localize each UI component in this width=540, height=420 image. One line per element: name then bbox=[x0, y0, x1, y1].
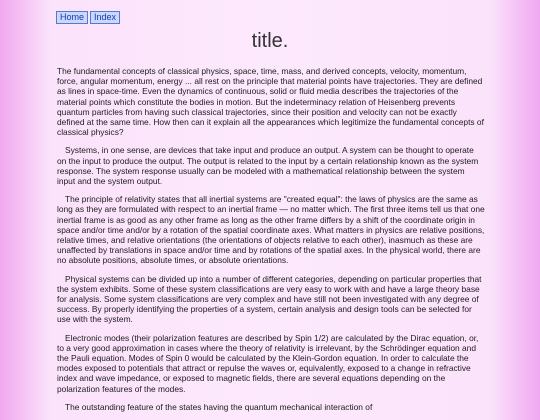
paragraph: The fundamental concepts of classical physics, space, time, mass, and derived concepts, velocity, momentum, force, angular momentum, energy ... all rest on the principle that material points have trajectories. They are defined as lines in space-time. Even the dynamics of continuous, solid or fluid media describes the trajectories of the material points which constitute the bodies in motion. But the indeterminacy relation of Heisenberg prevents quantum particles from having such classical trajectories, since their position and velocity can not be exactly defined at the same time. How then can it explain all the appearances which legitimize the fundamental concepts of classical physics? bbox=[57, 66, 484, 138]
paragraph: Physical systems can be divided up into a number of different categories, depending on particular properties that the system exhibits. Some of these system classifications are very easy to work with and have a large theory base for analysis. Some system classifications are very complex and have still not been investigated with any degree of success. By properly identifying the properties of a system, certain analysis and design tools can be selected for use with the system. bbox=[57, 273, 482, 325]
paragraph: Systems, in one sense, are devices that take input and produce an output. A system can be thought to operate on the input to produce the output. The output is related to the input by a certain relationship known as the system response. The system response usually can be modeled with a mathematical relationship between the system input and the system output. bbox=[57, 145, 479, 187]
paragraph: The outstanding feature of the states having the quantum mechanical interaction of bbox=[65, 401, 373, 412]
page-title: title. bbox=[251, 30, 289, 52]
home-link[interactable]: Home bbox=[56, 11, 88, 24]
index-link[interactable]: Index bbox=[90, 11, 120, 24]
paragraph: Electronic modes (their polarization features are described by Spin 1/2) are calculated by the Dirac equation, or, to a very good approximation in cases where the theory of relativity is irrelevant, by the Schrödinger equation and the Pauli equation. Modes of Spin 0 would be calculated by the Klein-Gordon equation. In order to calculate the modes exposed to potentials that attract or repulse the waves or, equivalently, exposed to a change in refractive index and wave impedance, or exposed to magnetic fields, there are several equations depending on the polarization features of the modes. bbox=[57, 332, 479, 394]
paragraph: The principle of relativity states that all inertial systems are "created equal": the laws of physics are the same as long as they are formulated with respect to an inertial frame — no matter which. The first three items tell us that one inertial frame is as good as any other frame as long as the other frame differs by a shift of the coordinate origin in space and/or time and/or by a rotation of the spatial coordinate axes. What matters in physics are relative positions, relative times, and relative orientations (the orientations of objects relative to each other), inasmuch as these are unaffected by translations in space and/or time and by rotations of the spatial axes. In the physical world, there are no absolute positions, absolute times, or absolute orientations. bbox=[57, 194, 485, 266]
top-nav bbox=[56, 11, 122, 24]
article-body bbox=[57, 66, 485, 420]
